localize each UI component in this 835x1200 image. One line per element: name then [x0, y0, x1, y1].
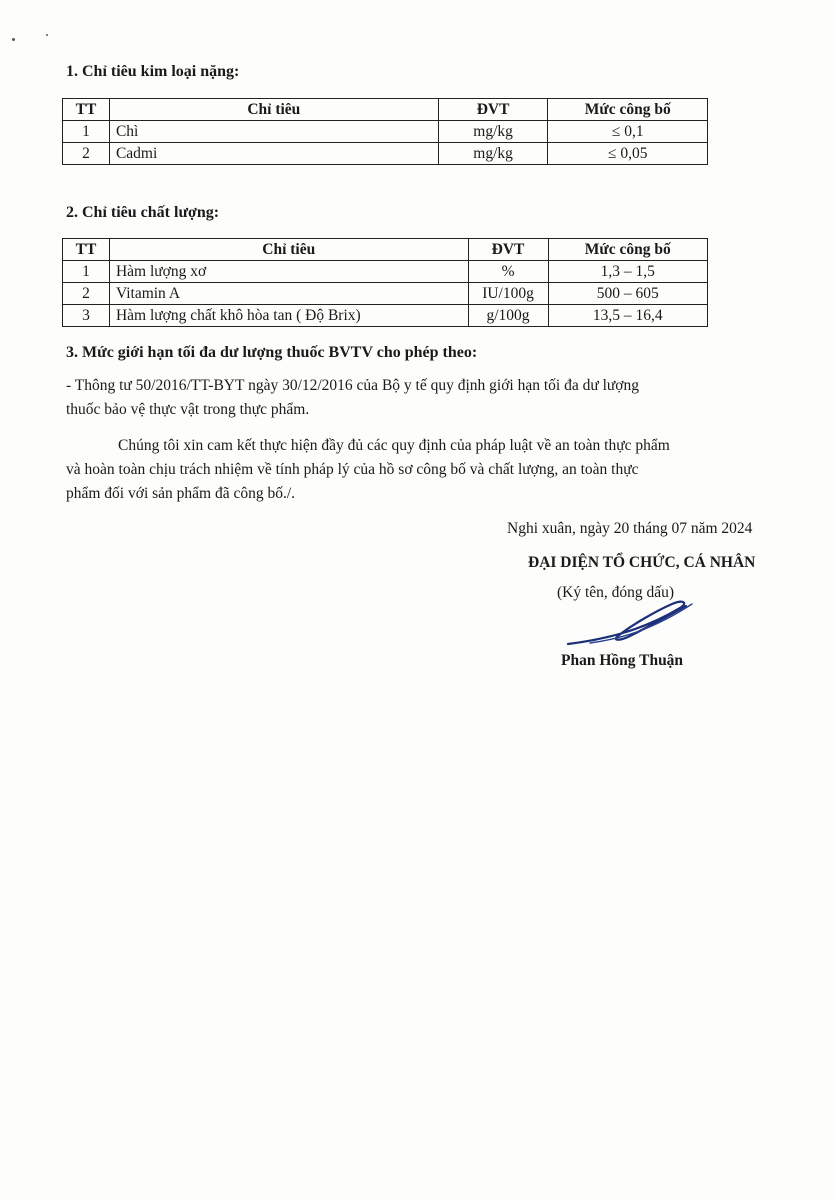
table-header-row	[63, 99, 708, 121]
signer-name: Phan Hồng Thuận	[561, 652, 684, 669]
signature-title: ĐẠI DIỆN TỔ CHỨC, CÁ NHÂN	[528, 554, 756, 571]
regulation-line-1: - Thông tư 50/2016/TT-BYT ngày 30/12/2016 của Bộ y tế quy định giới hạn tối đa dư lượng	[66, 377, 640, 394]
cell-criteria: Vitamin A	[109, 283, 468, 305]
header-criteria: Chỉ tiêu	[109, 99, 438, 121]
table-header-row	[63, 239, 708, 261]
cell-level: 13,5 – 16,4	[548, 305, 708, 327]
place-date: Nghi xuân, ngày 20 tháng 07 năm 2024	[507, 520, 753, 537]
cell-tt: 2	[63, 143, 110, 165]
cell-criteria: Hàm lượng chất khô hòa tan ( Độ Brix)	[109, 305, 468, 327]
table-row	[63, 283, 708, 305]
cell-criteria: Chì	[109, 121, 438, 143]
table-row	[63, 261, 708, 283]
header-level: Mức công bố	[548, 239, 708, 261]
table-row	[63, 121, 708, 143]
quality-table	[62, 238, 708, 327]
section-3-title: 3. Mức giới hạn tối đa dư lượng thuốc BVTV cho phép theo:	[66, 344, 478, 361]
table-row	[63, 305, 708, 327]
cell-unit: IU/100g	[468, 283, 548, 305]
cell-criteria: Cadmi	[109, 143, 438, 165]
scan-speck	[12, 38, 15, 41]
cell-level: 1,3 – 1,5	[548, 261, 708, 283]
cell-unit: %	[468, 261, 548, 283]
cell-level: 500 – 605	[548, 283, 708, 305]
regulation-paragraph	[66, 374, 776, 422]
cell-unit: g/100g	[468, 305, 548, 327]
section-2-title: 2. Chỉ tiêu chất lượng:	[66, 204, 220, 221]
header-unit: ĐVT	[468, 239, 548, 261]
header-unit: ĐVT	[438, 99, 548, 121]
header-level: Mức công bố	[548, 99, 708, 121]
table-row	[63, 143, 708, 165]
commitment-line-2: và hoàn toàn chịu trách nhiệm về tính pháp lý của hồ sơ công bố và chất lượng, an toàn thực	[66, 461, 639, 478]
signature-note: (Ký tên, đóng dấu)	[557, 584, 675, 601]
commitment-line-3: phẩm đối với sản phẩm đã công bố./.	[66, 485, 296, 502]
regulation-line-2: thuốc bảo vệ thực vật trong thực phẩm.	[66, 401, 310, 418]
cell-tt: 1	[63, 261, 110, 283]
cell-tt: 2	[63, 283, 110, 305]
cell-level: ≤ 0,05	[548, 143, 708, 165]
handwritten-signature	[560, 596, 700, 656]
scan-speck	[46, 34, 48, 36]
header-criteria: Chỉ tiêu	[109, 239, 468, 261]
cell-tt: 1	[63, 121, 110, 143]
cell-unit: mg/kg	[438, 121, 548, 143]
cell-level: ≤ 0,1	[548, 121, 708, 143]
commitment-paragraph	[66, 434, 776, 506]
header-tt: TT	[63, 99, 110, 121]
header-tt: TT	[63, 239, 110, 261]
section-1-title: 1. Chỉ tiêu kim loại nặng:	[66, 63, 240, 80]
cell-unit: mg/kg	[438, 143, 548, 165]
cell-criteria: Hàm lượng xơ	[109, 261, 468, 283]
cell-tt: 3	[63, 305, 110, 327]
heavy-metal-table	[62, 98, 708, 165]
commitment-line-1: Chúng tôi xin cam kết thực hiện đầy đủ các quy định của pháp luật về an toàn thực phẩm	[118, 437, 670, 454]
